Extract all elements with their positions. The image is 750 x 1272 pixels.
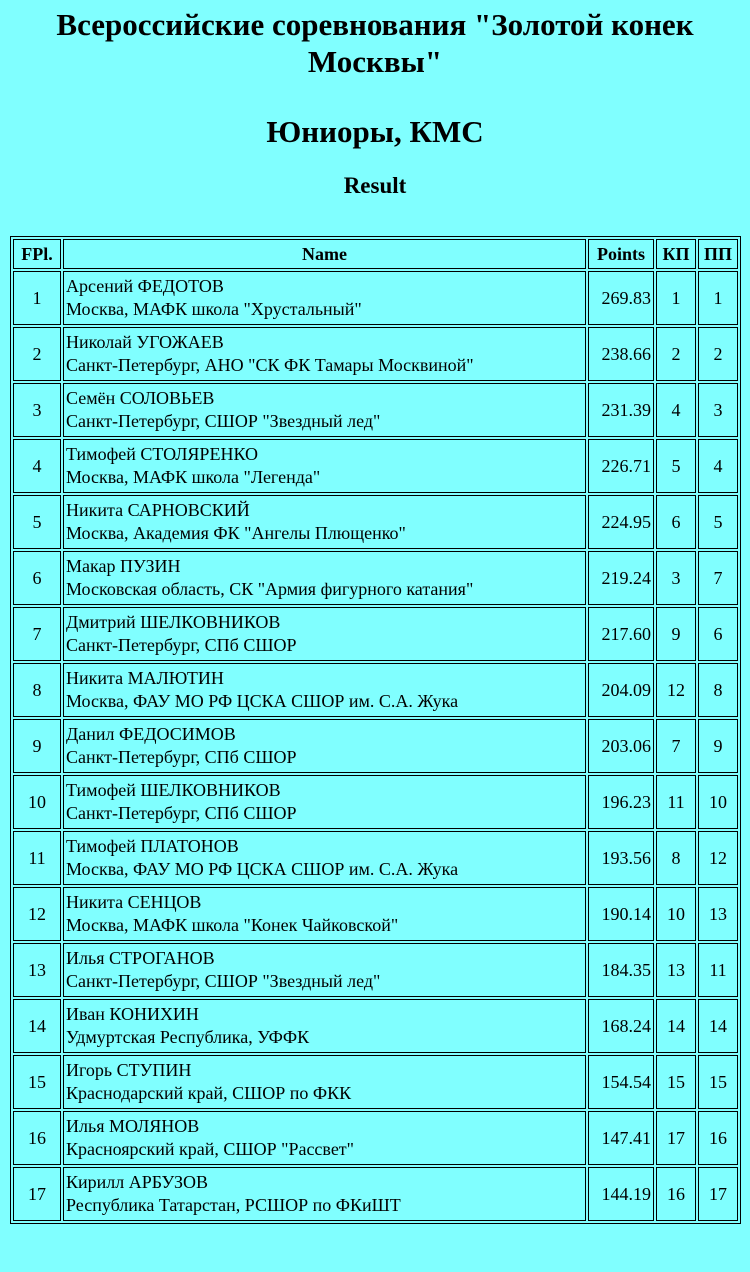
place-cell: 2: [13, 327, 61, 381]
place-cell: 17: [13, 1167, 61, 1221]
table-row: [13, 663, 738, 717]
athlete-name: Никита МАЛЮТИН: [66, 668, 224, 688]
athlete-club: Санкт-Петербург, СПб СШОР: [66, 803, 297, 823]
athlete-cell: [63, 607, 586, 661]
athlete-cell: [63, 1111, 586, 1165]
points-cell: 196.23: [588, 775, 654, 829]
points-cell: 231.39: [588, 383, 654, 437]
free-skate-place-cell: 15: [698, 1055, 738, 1109]
athlete-cell: [63, 831, 586, 885]
place-cell: 6: [13, 551, 61, 605]
table-row: [13, 551, 738, 605]
place-cell: 5: [13, 495, 61, 549]
free-skate-place-cell: 1: [698, 271, 738, 325]
short-program-place-cell: 7: [656, 719, 696, 773]
points-cell: 193.56: [588, 831, 654, 885]
athlete-club: Москва, ФАУ МО РФ ЦСКА СШОР им. С.А. Жука: [66, 691, 459, 711]
points-cell: 144.19: [588, 1167, 654, 1221]
col-header-fs: ПП: [698, 239, 738, 269]
athlete-cell: [63, 943, 586, 997]
free-skate-place-cell: 3: [698, 383, 738, 437]
table-row: [13, 1055, 738, 1109]
table-row: [13, 775, 738, 829]
athlete-cell: [63, 719, 586, 773]
place-cell: 1: [13, 271, 61, 325]
athlete-cell: [63, 271, 586, 325]
free-skate-place-cell: 4: [698, 439, 738, 493]
athlete-name: Кирилл АРБУЗОВ: [66, 1172, 208, 1192]
points-cell: 168.24: [588, 999, 654, 1053]
place-cell: 8: [13, 663, 61, 717]
athlete-cell: [63, 999, 586, 1053]
table-row: [13, 887, 738, 941]
short-program-place-cell: 8: [656, 831, 696, 885]
points-cell: 224.95: [588, 495, 654, 549]
table-row: [13, 943, 738, 997]
col-header-place: FPl.: [13, 239, 61, 269]
table-row: [13, 719, 738, 773]
athlete-cell: [63, 439, 586, 493]
table-row: [13, 271, 738, 325]
athlete-name: Никита САРНОВСКИЙ: [66, 500, 250, 520]
table-row: [13, 383, 738, 437]
points-cell: 226.71: [588, 439, 654, 493]
short-program-place-cell: 13: [656, 943, 696, 997]
points-cell: 217.60: [588, 607, 654, 661]
athlete-cell: [63, 1167, 586, 1221]
athlete-name: Макар ПУЗИН: [66, 556, 181, 576]
free-skate-place-cell: 10: [698, 775, 738, 829]
col-header-name: Name: [63, 239, 586, 269]
athlete-cell: [63, 551, 586, 605]
athlete-name: Дмитрий ШЕЛКОВНИКОВ: [66, 612, 281, 632]
free-skate-place-cell: 17: [698, 1167, 738, 1221]
athlete-cell: [63, 1055, 586, 1109]
athlete-club: Москва, Академия ФК "Ангелы Плющенко": [66, 523, 406, 543]
athlete-club: Санкт-Петербург, СШОР "Звездный лед": [66, 971, 381, 991]
short-program-place-cell: 11: [656, 775, 696, 829]
athlete-name: Николай УГОЖАЕВ: [66, 332, 224, 352]
athlete-cell: [63, 327, 586, 381]
short-program-place-cell: 10: [656, 887, 696, 941]
results-table: [10, 236, 741, 1224]
points-cell: 203.06: [588, 719, 654, 773]
place-cell: 3: [13, 383, 61, 437]
points-cell: 204.09: [588, 663, 654, 717]
free-skate-place-cell: 12: [698, 831, 738, 885]
athlete-club: Москва, МАФК школа "Конек Чайковской": [66, 915, 399, 935]
category-title: Юниоры, КМС: [266, 114, 484, 149]
athlete-cell: [63, 495, 586, 549]
place-cell: 14: [13, 999, 61, 1053]
points-cell: 147.41: [588, 1111, 654, 1165]
athlete-club: Санкт-Петербург, СШОР "Звездный лед": [66, 411, 381, 431]
col-header-sp: КП: [656, 239, 696, 269]
athlete-name: Арсений ФЕДОТОВ: [66, 276, 224, 296]
free-skate-place-cell: 9: [698, 719, 738, 773]
table-row: [13, 607, 738, 661]
free-skate-place-cell: 11: [698, 943, 738, 997]
athlete-name: Иван КОНИХИН: [66, 1004, 199, 1024]
header-row: [13, 239, 738, 269]
athlete-club: Краснодарский край, СШОР по ФКК: [66, 1083, 352, 1103]
athlete-club: Москва, МАФК школа "Хрустальный": [66, 299, 362, 319]
athlete-name: Данил ФЕДОСИМОВ: [66, 724, 236, 744]
free-skate-place-cell: 7: [698, 551, 738, 605]
short-program-place-cell: 2: [656, 327, 696, 381]
athlete-club: Санкт-Петербург, СПб СШОР: [66, 747, 297, 767]
short-program-place-cell: 16: [656, 1167, 696, 1221]
short-program-place-cell: 4: [656, 383, 696, 437]
athlete-cell: [63, 775, 586, 829]
table-row: [13, 831, 738, 885]
place-cell: 7: [13, 607, 61, 661]
athlete-name: Илья СТРОГАНОВ: [66, 948, 215, 968]
points-cell: 190.14: [588, 887, 654, 941]
section-title: Result: [343, 173, 407, 198]
athlete-name: Илья МОЛЯНОВ: [66, 1116, 200, 1136]
athlete-club: Санкт-Петербург, АНО "СК ФК Тамары Москвиной": [66, 355, 474, 375]
place-cell: 11: [13, 831, 61, 885]
place-cell: 12: [13, 887, 61, 941]
table-row: [13, 327, 738, 381]
table-row: [13, 1167, 738, 1221]
athlete-name: Тимофей СТОЛЯРЕНКО: [66, 444, 258, 464]
short-program-place-cell: 1: [656, 271, 696, 325]
athlete-club: Москва, ФАУ МО РФ ЦСКА СШОР им. С.А. Жука: [66, 859, 459, 879]
short-program-place-cell: 6: [656, 495, 696, 549]
athlete-club: Удмуртская Республика, УФФК: [66, 1027, 310, 1047]
points-cell: 184.35: [588, 943, 654, 997]
athlete-name: Семён СОЛОВЬЕВ: [66, 388, 215, 408]
athlete-club: Республика Татарстан, РСШОР по ФКиШТ: [66, 1195, 401, 1215]
free-skate-place-cell: 6: [698, 607, 738, 661]
page-title: Всероссийские соревнования "Золотой конек Москвы": [56, 7, 694, 79]
athlete-name: Тимофей ПЛАТОНОВ: [66, 836, 239, 856]
free-skate-place-cell: 14: [698, 999, 738, 1053]
free-skate-place-cell: 5: [698, 495, 738, 549]
place-cell: 9: [13, 719, 61, 773]
short-program-place-cell: 14: [656, 999, 696, 1053]
athlete-cell: [63, 383, 586, 437]
table-row: [13, 1111, 738, 1165]
athlete-cell: [63, 663, 586, 717]
free-skate-place-cell: 2: [698, 327, 738, 381]
table-row: [13, 495, 738, 549]
col-header-points: Points: [588, 239, 654, 269]
free-skate-place-cell: 16: [698, 1111, 738, 1165]
points-cell: 219.24: [588, 551, 654, 605]
free-skate-place-cell: 13: [698, 887, 738, 941]
athlete-club: Московская область, СК "Армия фигурного катания": [66, 579, 474, 599]
place-cell: 4: [13, 439, 61, 493]
short-program-place-cell: 3: [656, 551, 696, 605]
short-program-place-cell: 17: [656, 1111, 696, 1165]
athlete-name: Тимофей ШЕЛКОВНИКОВ: [66, 780, 281, 800]
points-cell: 238.66: [588, 327, 654, 381]
place-cell: 16: [13, 1111, 61, 1165]
place-cell: 10: [13, 775, 61, 829]
athlete-club: Красноярский край, СШОР "Рассвет": [66, 1139, 355, 1159]
points-cell: 269.83: [588, 271, 654, 325]
points-cell: 154.54: [588, 1055, 654, 1109]
athlete-club: Санкт-Петербург, СПб СШОР: [66, 635, 297, 655]
table-row: [13, 439, 738, 493]
short-program-place-cell: 9: [656, 607, 696, 661]
table-row: [13, 999, 738, 1053]
athlete-name: Никита СЕНЦОВ: [66, 892, 202, 912]
athlete-cell: [63, 887, 586, 941]
short-program-place-cell: 5: [656, 439, 696, 493]
short-program-place-cell: 12: [656, 663, 696, 717]
place-cell: 13: [13, 943, 61, 997]
athlete-name: Игорь СТУПИН: [66, 1060, 192, 1080]
free-skate-place-cell: 8: [698, 663, 738, 717]
short-program-place-cell: 15: [656, 1055, 696, 1109]
athlete-club: Москва, МАФК школа "Легенда": [66, 467, 321, 487]
place-cell: 15: [13, 1055, 61, 1109]
